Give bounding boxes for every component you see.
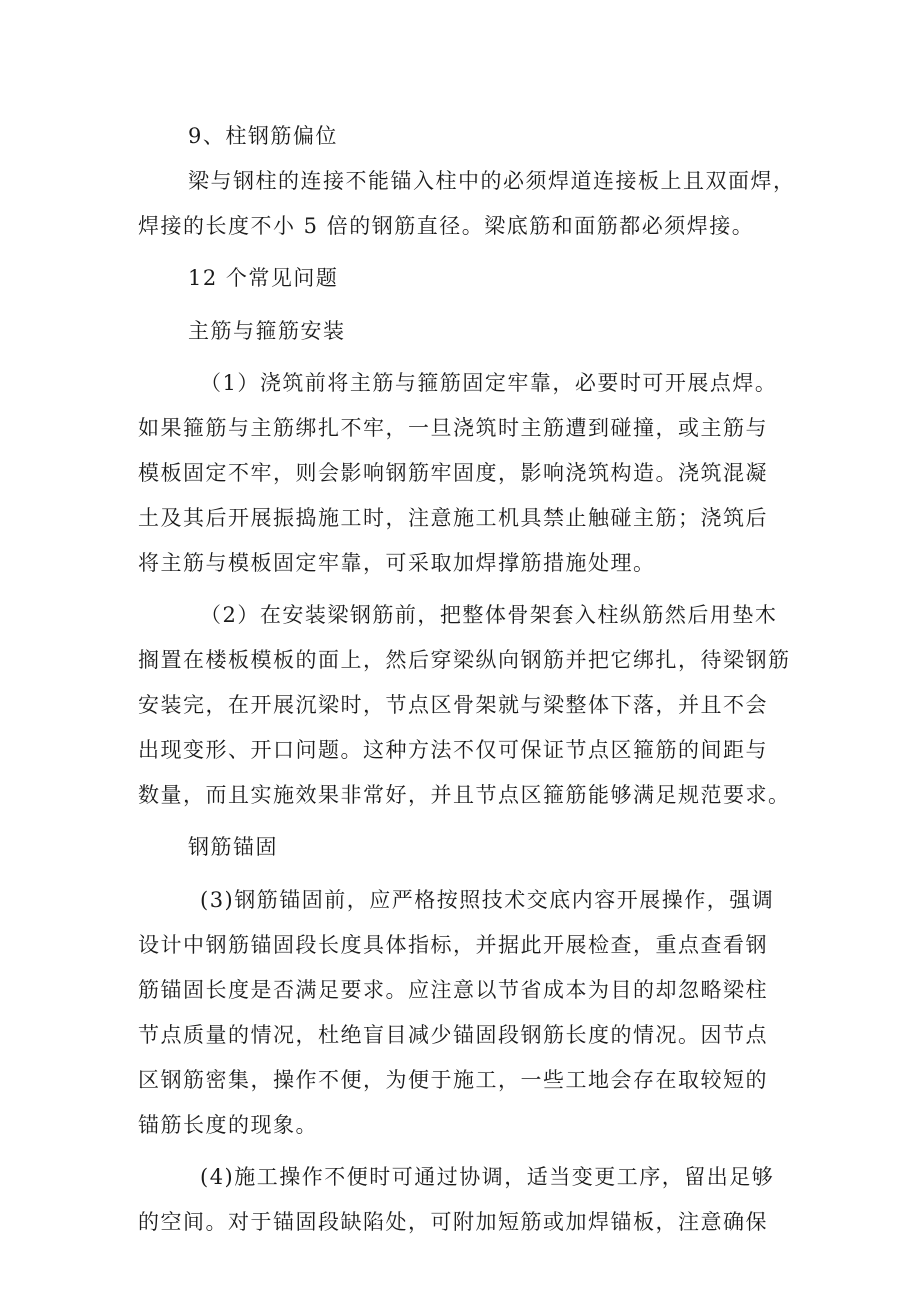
paragraph-line: 出现变形、开口问题。这种方法不仅可保证节点区箍筋的间距与 xyxy=(138,738,768,762)
paragraph-line: 的空间。对于锚固段缺陷处，可附加短筋或加焊锚板，注意确保 xyxy=(138,1210,768,1234)
paragraph-line: 区钢筋密集，操作不便，为便于施工，一些工地会存在取较短的 xyxy=(138,1068,768,1092)
paragraph-line: 焊接的长度不小 5 倍的钢筋直径。梁底筋和面筋都必须焊接。 xyxy=(138,214,755,238)
paragraph-line: 锚筋长度的现象。 xyxy=(138,1113,318,1137)
paragraph-line: 模板固定不牢，则会影响钢筋牢固度，影响浇筑构造。浇筑混凝 xyxy=(138,461,768,485)
paragraph-line: 搁置在楼板模板的面上，然后穿梁纵向钢筋并把它绑扎，待梁钢筋 xyxy=(138,648,791,672)
paragraph-line: 安装完，在开展沉梁时，节点区骨架就与梁整体下落，并且不会 xyxy=(138,693,768,717)
section-heading: 12 个常见问题 xyxy=(188,266,339,290)
paragraph-line: 筋锚固长度是否满足要求。应注意以节省成本为目的却忽略梁柱 xyxy=(138,978,768,1002)
section-heading: 9、柱钢筋偏位 xyxy=(188,124,338,148)
paragraph-line: （1）浇筑前将主筋与箍筋固定牢靠，必要时可开展点焊。 xyxy=(200,371,778,395)
paragraph-line: (4)施工操作不便时可通过协调，适当变更工序，留出足够 xyxy=(200,1165,775,1189)
paragraph-line: 数量，而且实施效果非常好，并且节点区箍筋能够满足规范要求。 xyxy=(138,783,791,807)
paragraph-line: 梁与钢柱的连接不能锚入柱中的必须焊道连接板上且双面焊， xyxy=(188,169,796,193)
paragraph-line: 如果箍筋与主筋绑扎不牢，一旦浇筑时主筋遭到碰撞，或主筋与 xyxy=(138,416,768,440)
paragraph-line: （2）在安装梁钢筋前，把整体骨架套入柱纵筋然后用垫木 xyxy=(200,603,778,627)
paragraph-line: 土及其后开展振捣施工时，注意施工机具禁止触碰主筋；浇筑后 xyxy=(138,506,768,530)
paragraph-line: 将主筋与模板固定牢靠，可采取加焊撑筋措施处理。 xyxy=(138,551,656,575)
section-heading: 主筋与箍筋安装 xyxy=(188,319,346,343)
paragraph-line: 设计中钢筋锚固段长度具体指标，并据此开展检查，重点查看钢 xyxy=(138,933,768,957)
paragraph-line: 节点质量的情况，杜绝盲目减少锚固段钢筋长度的情况。因节点 xyxy=(138,1023,768,1047)
section-heading: 钢筋锚固 xyxy=(188,835,278,859)
paragraph-line: (3)钢筋锚固前，应严格按照技术交底内容开展操作，强调 xyxy=(200,888,775,912)
